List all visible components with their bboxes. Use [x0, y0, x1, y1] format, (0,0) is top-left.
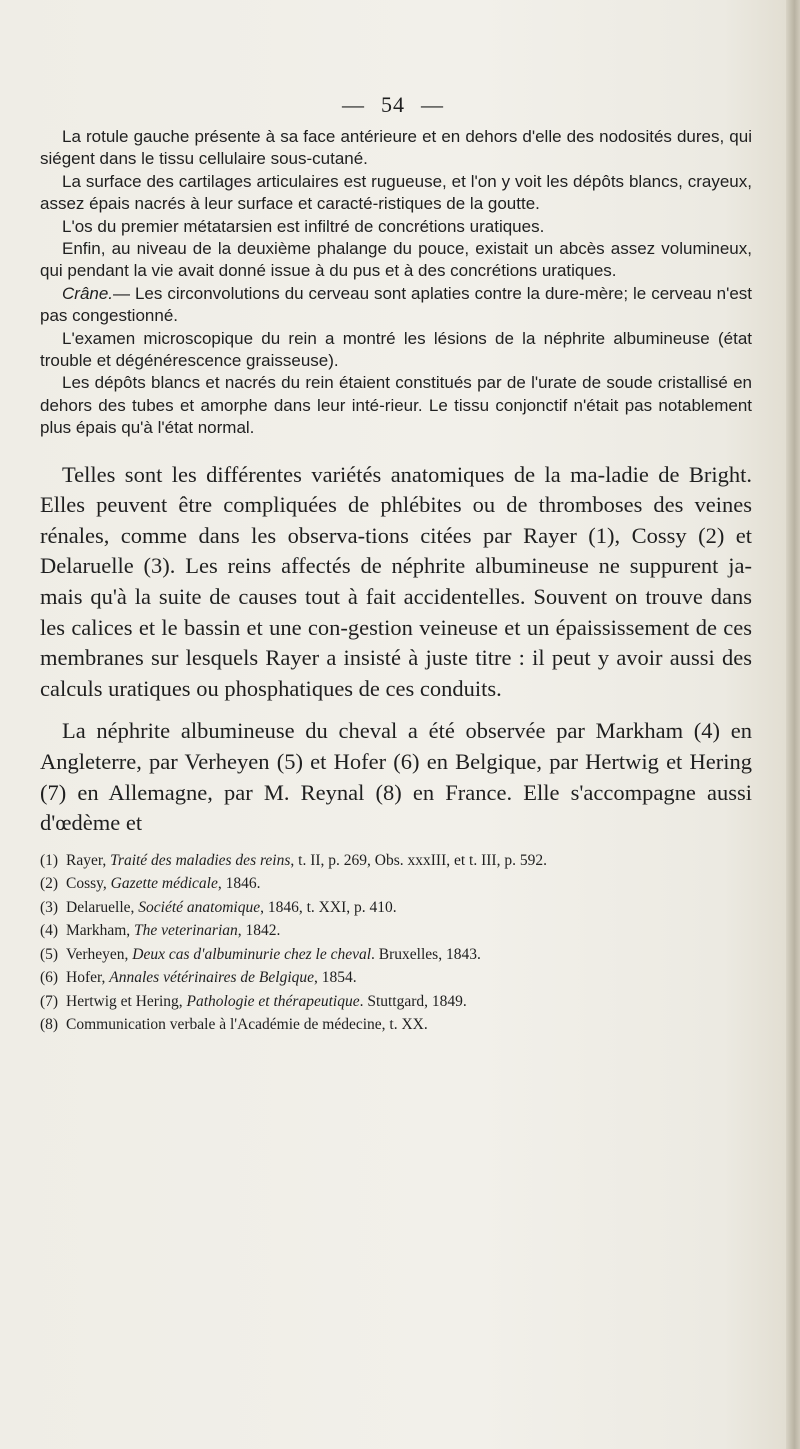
page-header [0, 92, 786, 118]
paragraph-depots: Les dépôts blancs et nacrés du rein étaient constitués par de l'urate de soude cristallisé en dehors des tubes et amorphe dans leur inté-rieur. Le tissu conjonctif n'était pas notablement plus épais qu'à l'état normal. [40, 373, 752, 438]
header-dash-left: — [342, 92, 365, 117]
crane-text: — Les circonvolutions du cerveau sont aplaties contre la dure-mère; le cerveau n'est pas congestionné. [40, 283, 752, 326]
paragraph-phalange: Enfin, au niveau de la deuxième phalange du pouce, existait un abcès assez volumineux, qui pendant la vie avait donné issue à du pus et à des concrétions uratiques. [40, 239, 752, 281]
footnote: (7) Hertwig et Hering, Pathologie et thérapeutique. Stuttgard, 1849. [40, 992, 467, 1010]
paragraph-metatarsien: L'os du premier métatarsien est infiltré de concrétions uratiques. [62, 216, 545, 236]
paragraph-cheval: La néphrite albumineuse du cheval a été observée par Markham (4) en Angleterre, par Verheyen (5) et Hofer (6) en Belgique, par Hertwig et Hering (7) en Allemagne, par M. Reynal (8) en France. Elle s'accompagne aussi d'œdème et [40, 718, 752, 836]
paragraph-rotule: La rotule gauche présente à sa face antérieure et en dehors d'elle des nodosités dures, qui siégent dans le tissu cellulaire sous-cutané. [40, 127, 752, 169]
footnote: (5) Verheyen, Deux cas d'albuminurie chez le cheval. Bruxelles, 1843. [40, 945, 481, 963]
page-edge-shadow [786, 0, 800, 1449]
paragraph-varietes: Telles sont les différentes variétés anatomiques de la ma-ladie de Bright. Elles peuvent être compliquées de phlébites ou de thromboses des veines rénales, comme dans les observa-tions citées par Rayer (1), Cossy (2) et Delaruelle (3). Les reins affectés de néphrite albumineuse ne suppurent ja-mais qu'à la suite de causes tout à fait accidentelles. Souvent on trouve dans les calices et le bassin et une con-gestion veineuse et un épaississement de ces membranes sur lesquels Rayer a insisté à juste titre : il peut y avoir aussi des calculs uratiques ou phosphatiques de ces conduits. [40, 461, 752, 701]
footnote: (2) Cossy, Gazette médicale, 1846. [40, 875, 261, 893]
case-description [40, 126, 752, 440]
footnote: (1) Rayer, Traité des maladies des reins, t. II, p. 269, Obs. xxxIII, et t. III, p. 592. [40, 851, 547, 869]
paragraph-crane [40, 283, 752, 328]
paragraph-cartilages: La surface des cartilages articulaires est rugueuse, et l'on y voit les dépôts blancs, crayeux, assez épais nacrés à leur surface et caracté-ristiques de la goutte. [40, 171, 752, 214]
page-content [40, 126, 752, 1037]
footnote: (8) Communication verbale à l'Académie de médecine, t. XX. [40, 1016, 428, 1034]
footnote: (6) Hofer, Annales vétérinaires de Belgique, 1854. [40, 969, 357, 987]
footnote: (4) Markham, The veterinarian, 1842. [40, 922, 281, 940]
header-dash-right: — [421, 92, 444, 117]
footnotes [40, 849, 752, 1037]
paragraph-microscopique: L'examen microscopique du rein a montré les lésions de la néphrite albumineuse (état trouble et dégénérescence graisseuse). [40, 328, 752, 371]
crane-label: Crâne. [62, 283, 114, 303]
main-text [40, 460, 752, 839]
footnote: (3) Delaruelle, Société anatomique, 1846, t. XXI, p. 410. [40, 898, 397, 916]
page-number: 54 [381, 92, 405, 117]
